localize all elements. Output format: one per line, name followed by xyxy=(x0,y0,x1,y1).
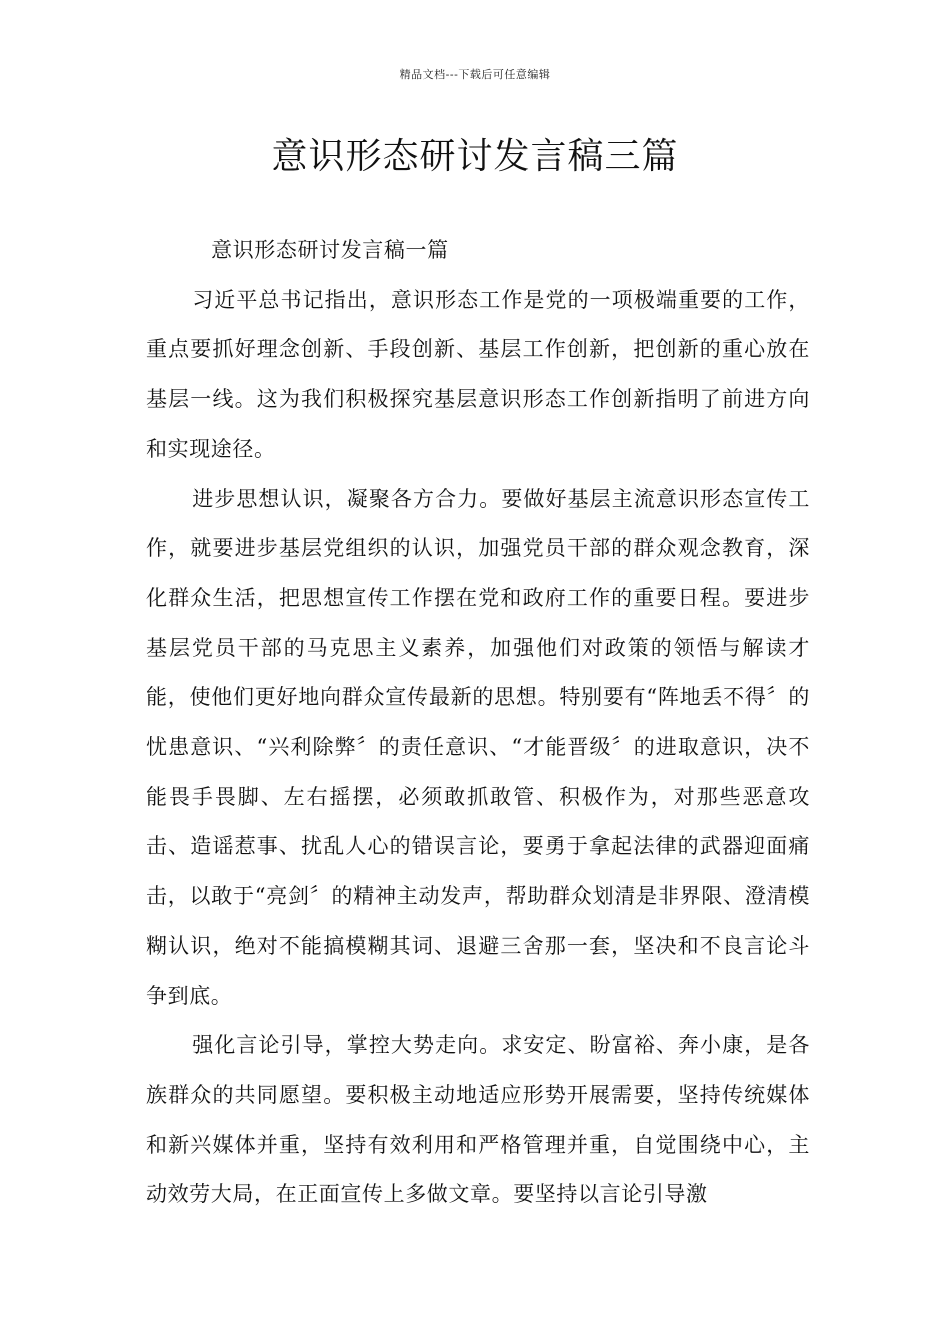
document-title: 意识形态研讨发言稿三篇 xyxy=(271,136,679,177)
paragraph-1: 习近平总书记指出，意识形态工作是党的一项极端重要的工作，重点要抓好理念创新、手段创新、基层工作创新，把创新的重心放在基层一线。这为我们积极探究基层意识形态工作创新指明了前进方向和实现途径。 xyxy=(146,287,810,461)
paragraph-3: 强化言论引导，掌控大势走向。求安定、盼富裕、奔小康，是各族群众的共同愿望。要积极主动地适应形势开展需要，坚持传统媒体和新兴媒体并重，坚持有效利用和严格管理并重，自觉围绕中心，主动效劳大局，在正面宣传上多做文章。要坚持以言论引导激 xyxy=(146,1033,810,1207)
document-body xyxy=(146,226,810,1220)
paragraph-2: 进步思想认识，凝聚各方合力。要做好基层主流意识形态宣传工作，就要进步基层党组织的认识，加强党员干部的群众观念教育，深化群众生活，把思想宣传工作摆在党和政府工作的重要日程。要进步基层党员干部的马克思主义素养，加强他们对政策的领悟与解读才能，使他们更好地向群众宣传最新的思想。特别要有“阵地丢不得〞的忧患意识、“兴利除弊〞的责任意识、“才能晋级〞的进取意识，决不能畏手畏脚、左右摇摆，必须敢抓敢管、积极作为，对那些恶意攻击、造谣惹事、扰乱人心的错误言论，要勇于拿起法律的武器迎面痛击，以敢于“亮剑〞的精神主动发声，帮助群众划清是非界限、澄清模糊认识，绝对不能搞模糊其词、退避三舍那一套，坚决和不良言论斗争到底。 xyxy=(146,486,810,1008)
section-subheading: 意识形态研讨发言稿一篇 xyxy=(211,238,449,262)
header-note: 精品文档---下载后可任意编辑 xyxy=(399,68,551,81)
